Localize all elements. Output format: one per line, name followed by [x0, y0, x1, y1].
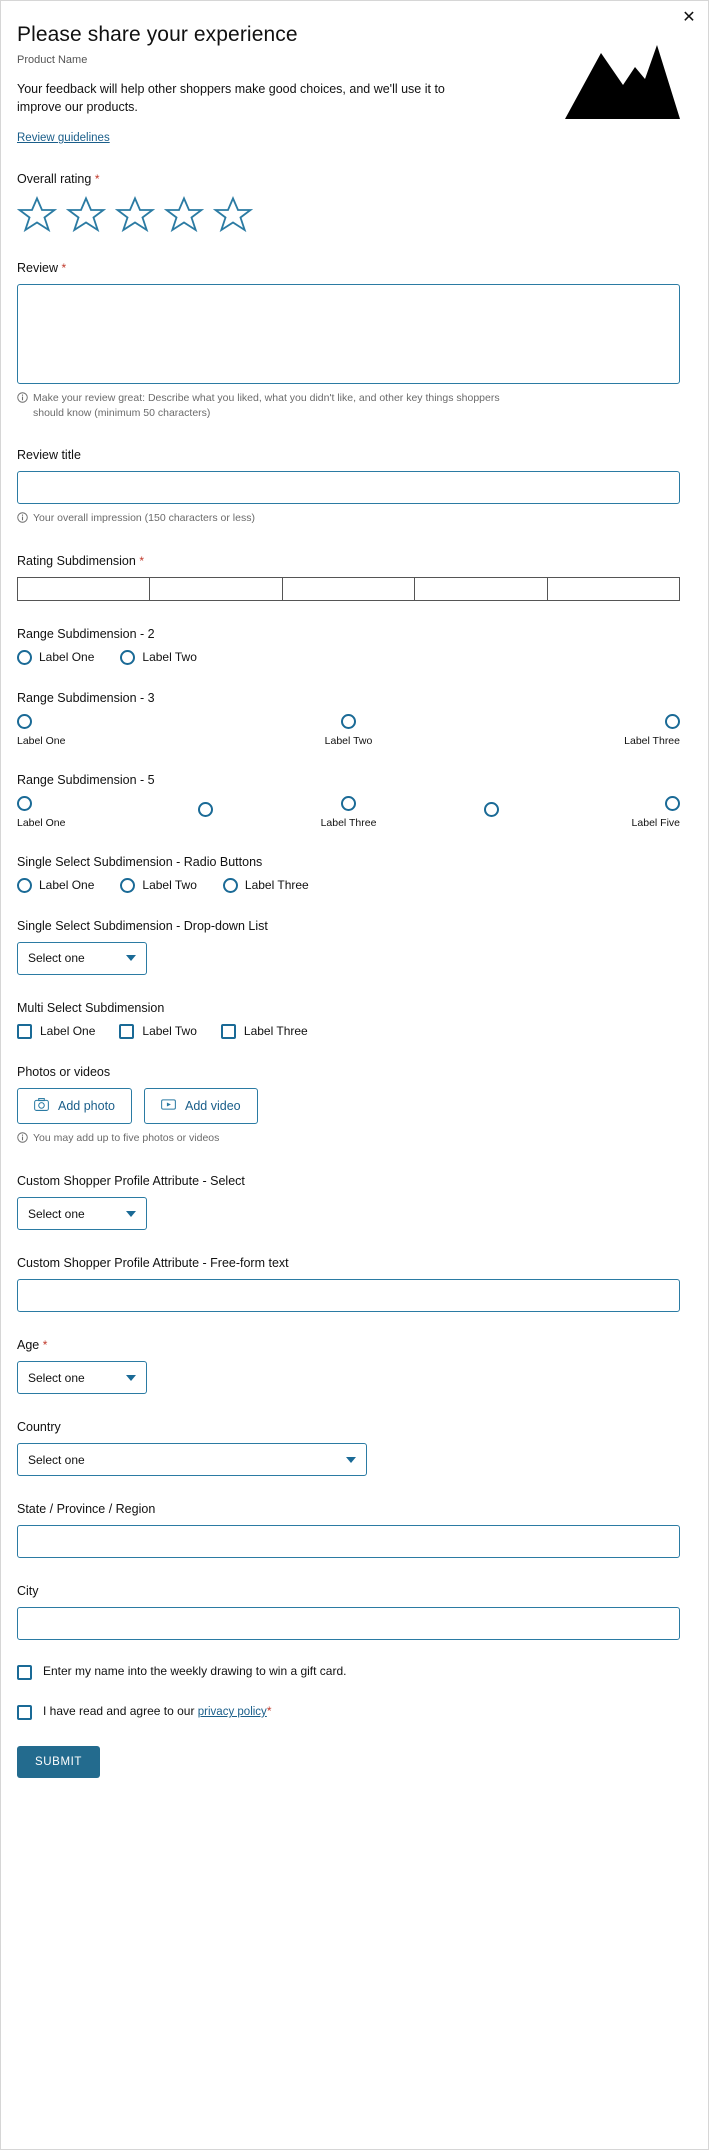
state-field [17, 1502, 680, 1558]
single-select-option-3-label: Label Three [244, 878, 309, 893]
privacy-policy-link[interactable]: privacy policy [197, 1706, 267, 1719]
review-input[interactable] [17, 284, 680, 384]
range-subdimension-3-options [17, 714, 680, 747]
range2-option-2-label: Label Two [142, 650, 197, 665]
review-guidelines-link[interactable]: Review guidelines [17, 132, 110, 145]
privacy-consent-row[interactable] [17, 1704, 680, 1720]
star-icon-5[interactable] [213, 195, 253, 235]
overall-rating-label: Overall rating * [17, 172, 100, 187]
required-marker: * [266, 1704, 272, 1719]
multi-select-label: Multi Select Subdimension [17, 1000, 165, 1015]
range-subdimension-2-label: Range Subdimension - 2 [17, 626, 155, 641]
city-field [17, 1584, 680, 1640]
add-video-button[interactable] [144, 1088, 258, 1124]
intro-text: Your feedback will help other shoppers make good choices, and we'll use it to improve our products. [17, 82, 445, 115]
drawing-consent-label: Enter my name into the weekly drawing to win a gift card. [43, 1664, 347, 1679]
add-video-label: Add video [185, 1098, 241, 1113]
rating-subdimension-grid[interactable] [17, 577, 680, 601]
radio-icon[interactable] [665, 714, 680, 729]
country-field [17, 1420, 680, 1476]
checkbox-icon[interactable] [119, 1024, 134, 1039]
range-subdimension-2-options [17, 650, 680, 665]
single-select-option-1[interactable] [17, 878, 94, 893]
age-select[interactable] [17, 1361, 147, 1394]
custom-profile-select-value: Select one [28, 1206, 85, 1221]
range-subdimension-3-label: Range Subdimension - 3 [17, 690, 155, 705]
rating-cell-4[interactable] [415, 578, 547, 600]
range5-option-1-label: Label One [17, 816, 66, 829]
page-title: Please share your experience [17, 23, 298, 46]
range3-option-1[interactable] [17, 714, 107, 747]
radio-icon[interactable] [665, 796, 680, 811]
custom-profile-select-label: Custom Shopper Profile Attribute - Select [17, 1174, 245, 1189]
chevron-down-icon [126, 1375, 136, 1381]
single-select-radio-field [17, 855, 680, 893]
chevron-down-icon [346, 1457, 356, 1463]
custom-profile-text-label: Custom Shopper Profile Attribute - Free-form text [17, 1256, 289, 1271]
review-label: Review * [17, 261, 67, 276]
single-select-dropdown[interactable] [17, 942, 147, 975]
radio-icon[interactable] [341, 714, 356, 729]
range5-option-3-label: Label Three [320, 816, 377, 829]
range2-option-1-label: Label One [39, 650, 95, 665]
single-select-dropdown-field [17, 919, 680, 975]
range3-option-2-label: Label Two [324, 734, 373, 747]
rating-cell-3[interactable] [283, 578, 415, 600]
checkbox-icon[interactable] [221, 1024, 236, 1039]
country-select-value: Select one [28, 1452, 85, 1467]
state-input[interactable] [17, 1525, 680, 1558]
range2-option-1[interactable] [17, 650, 94, 665]
city-input[interactable] [17, 1607, 680, 1640]
single-select-radio-label: Single Select Subdimension - Radio Buttons [17, 854, 263, 869]
age-field [17, 1338, 680, 1394]
range3-option-3[interactable] [590, 714, 680, 747]
review-title-label: Review title [17, 447, 81, 462]
single-select-option-2-label: Label Two [142, 878, 197, 893]
checkbox-icon[interactable] [17, 1665, 32, 1680]
state-label: State / Province / Region [17, 1502, 156, 1517]
range5-option-5-label: Label Five [631, 816, 680, 829]
submit-button[interactable]: SUBMIT [17, 1746, 100, 1778]
product-image [565, 37, 680, 119]
range-subdimension-2-field [17, 627, 680, 665]
radio-icon[interactable] [17, 650, 32, 665]
range5-option-4[interactable] [447, 802, 537, 823]
range3-option-2[interactable] [304, 714, 394, 747]
range-subdimension-5-field [17, 773, 680, 829]
multi-select-field [17, 1001, 680, 1039]
video-icon [161, 1098, 176, 1114]
range3-option-1-label: Label One [17, 734, 66, 747]
multi-select-option-2[interactable] [119, 1024, 197, 1039]
media-hint [17, 1131, 517, 1148]
info-icon [17, 1132, 28, 1148]
chevron-down-icon [126, 1211, 136, 1217]
review-title-hint-text: Your overall impression (150 characters or less) [33, 511, 255, 524]
radio-icon[interactable] [17, 796, 32, 811]
star-icon-1[interactable] [17, 195, 57, 235]
multi-select-option-3[interactable] [221, 1024, 308, 1039]
single-select-radio-options [17, 878, 680, 893]
star-rating-input[interactable] [17, 195, 680, 235]
radio-icon[interactable] [484, 802, 499, 817]
single-select-option-1-label: Label One [39, 878, 95, 893]
media-buttons [17, 1088, 680, 1124]
checkbox-icon[interactable] [17, 1024, 32, 1039]
range3-option-3-label: Label Three [624, 734, 680, 747]
range-subdimension-5-options [17, 796, 680, 829]
multi-select-option-1[interactable] [17, 1024, 95, 1039]
single-select-dropdown-label: Single Select Subdimension - Drop-down List [17, 918, 268, 933]
range5-option-3[interactable] [304, 796, 394, 829]
custom-profile-select-field [17, 1174, 680, 1230]
review-hint-text: Make your review great: Describe what you liked, what you didn't like, and other key things shoppers should know (minimum 50 characters) [33, 392, 500, 420]
checkbox-icon[interactable] [17, 1705, 32, 1720]
dialog-body [1, 1, 708, 1808]
multi-select-options [17, 1024, 680, 1039]
info-icon [17, 392, 28, 408]
custom-profile-text-input[interactable] [17, 1279, 680, 1312]
add-photo-button[interactable] [17, 1088, 132, 1124]
range5-option-5[interactable] [590, 796, 680, 829]
media-hint-text: You may add up to five photos or videos [33, 1131, 220, 1144]
city-label: City [17, 1584, 39, 1599]
single-select-option-2[interactable] [120, 878, 197, 893]
review-field [17, 261, 680, 421]
privacy-consent-label [43, 1704, 271, 1720]
rating-subdimension-field [17, 554, 680, 601]
required-marker: * [42, 1338, 48, 1353]
star-icon-3[interactable] [115, 195, 155, 235]
media-label: Photos or videos [17, 1064, 111, 1079]
age-select-value: Select one [28, 1370, 85, 1385]
range2-option-2[interactable] [120, 650, 197, 665]
info-icon [17, 512, 28, 528]
single-select-option-3[interactable] [223, 878, 309, 893]
review-title-hint [17, 511, 517, 528]
range-subdimension-5-label: Range Subdimension - 5 [17, 772, 155, 787]
chevron-down-icon [126, 955, 136, 961]
rating-subdimension-label: Rating Subdimension * [17, 553, 144, 568]
radio-icon[interactable] [17, 714, 32, 729]
overall-rating-field [17, 172, 680, 235]
required-marker: * [139, 553, 144, 568]
close-icon[interactable]: ✕ [680, 9, 698, 27]
rating-cell-2[interactable] [150, 578, 282, 600]
star-icon-4[interactable] [164, 195, 204, 235]
media-field [17, 1065, 680, 1148]
dialog-header [17, 23, 680, 146]
range5-option-1[interactable] [17, 796, 107, 829]
multi-select-option-3-label: Label Three [243, 1024, 308, 1039]
multi-select-option-2-label: Label Two [142, 1024, 197, 1039]
star-icon-2[interactable] [66, 195, 106, 235]
review-title-field [17, 448, 680, 528]
radio-icon[interactable] [341, 796, 356, 811]
radio-icon[interactable] [17, 878, 32, 893]
age-label: Age * [17, 1338, 48, 1353]
custom-profile-text-field [17, 1256, 680, 1312]
country-label: Country [17, 1420, 61, 1435]
radio-icon[interactable] [223, 878, 238, 893]
range-subdimension-3-field [17, 691, 680, 747]
rating-cell-5[interactable] [548, 578, 679, 600]
camera-icon [34, 1098, 49, 1114]
custom-profile-select[interactable] [17, 1197, 147, 1230]
radio-icon[interactable] [120, 878, 135, 893]
drawing-consent-row[interactable] [17, 1664, 680, 1680]
product-name: Product Name [17, 54, 88, 66]
range5-option-2[interactable] [160, 802, 250, 823]
required-marker: * [61, 261, 67, 276]
rating-cell-1[interactable] [18, 578, 150, 600]
add-photo-label: Add photo [58, 1098, 115, 1113]
radio-icon[interactable] [198, 802, 213, 817]
review-hint [17, 391, 517, 421]
country-select[interactable] [17, 1443, 367, 1476]
review-title-input[interactable] [17, 471, 680, 504]
multi-select-option-1-label: Label One [40, 1024, 96, 1039]
single-select-dropdown-value: Select one [28, 951, 85, 966]
privacy-consent-prefix: I have read and agree to our [43, 1704, 198, 1719]
required-marker: * [94, 172, 100, 187]
radio-icon[interactable] [120, 650, 135, 665]
